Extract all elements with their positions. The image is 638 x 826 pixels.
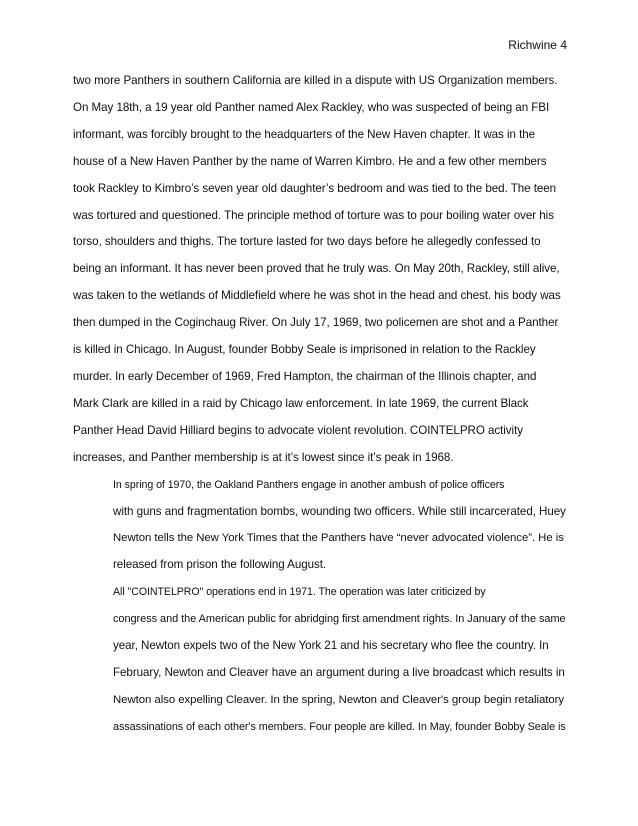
text-line: In spring of 1970, the Oakland Panthers engage in another ambush of police officers — [113, 478, 505, 491]
paragraph — [73, 68, 566, 472]
text-line: then dumped in the Coginchaug River. On July 17, 1969, two policemen are shot and a Panther — [73, 316, 559, 330]
text-line: informant, was forcibly brought to the headquarters of the New Haven chapter. It was in the — [73, 127, 536, 141]
running-head: Richwine 4 — [508, 38, 567, 52]
text-line: February, Newton and Cleaver have an argument during a live broadcast which results in — [113, 665, 565, 679]
paragraph — [73, 579, 566, 740]
text-line: assassinations of each other's members. Four people are killed. In May, founder Bobby Seale is — [113, 720, 566, 733]
text-line: was taken to the wetlands of Middlefield where he was shot in the head and chest. his body was — [73, 289, 561, 303]
text-line: All "COINTELPRO" operations end in 1971. The operation was later criticized by — [113, 586, 486, 599]
text-line: congress and the American public for abridging first amendment rights. In January of the same — [113, 613, 566, 626]
text-line: torso, shoulders and thighs. The torture lasted for two days before he allegedly confessed to — [73, 235, 541, 249]
text-line: took Rackley to Kimbro’s seven year old daughter’s bedroom and was tied to the bed. The teen — [73, 181, 557, 195]
text-line: being an informant. It has never been proved that he truly was. On May 20th, Rackley, still alive, — [73, 262, 560, 276]
text-line: Newton also expelling Cleaver. In the spring, Newton and Cleaver's group begin retaliatory — [113, 693, 565, 706]
paragraph — [73, 472, 566, 580]
text-line: year, Newton expels two of the New York 21 and his secretary who flee the country. In — [113, 639, 549, 653]
text-line: was tortured and questioned. The principle method of torture was to pour boiling water over his — [73, 208, 554, 222]
text-line: released from prison the following August. — [113, 558, 327, 572]
text-line: Newton tells the New York Times that the Panthers have “never advocated violence”. He is — [113, 532, 564, 545]
text-line: On May 18th, a 19 year old Panther named Alex Rackley, who was suspected of being an FBI — [73, 100, 550, 114]
text-line: murder. In early December of 1969, Fred Hampton, the chairman of the Illinois chapter, and — [73, 369, 537, 383]
text-line: is killed in Chicago. In August, founder Bobby Seale is imprisoned in relation to the Rackley — [73, 343, 536, 357]
text-line: Mark Clark are killed in a raid by Chicago law enforcement. In late 1969, the current Black — [73, 396, 529, 410]
body-text — [73, 68, 566, 741]
text-line: with guns and fragmentation bombs, wounding two officers. While still incarcerated, Huey — [113, 504, 566, 518]
text-line: two more Panthers in southern California are killed in a dispute with US Organization members. — [73, 74, 558, 87]
text-line: increases, and Panther membership is at it’s lowest since it’s peak in 1968. — [73, 450, 454, 464]
text-line: Panther Head David Hilliard begins to advocate violent revolution. COINTELPRO activity — [73, 423, 524, 437]
text-line: house of a New Haven Panther by the name of Warren Kimbro. He and a few other members — [73, 154, 547, 168]
